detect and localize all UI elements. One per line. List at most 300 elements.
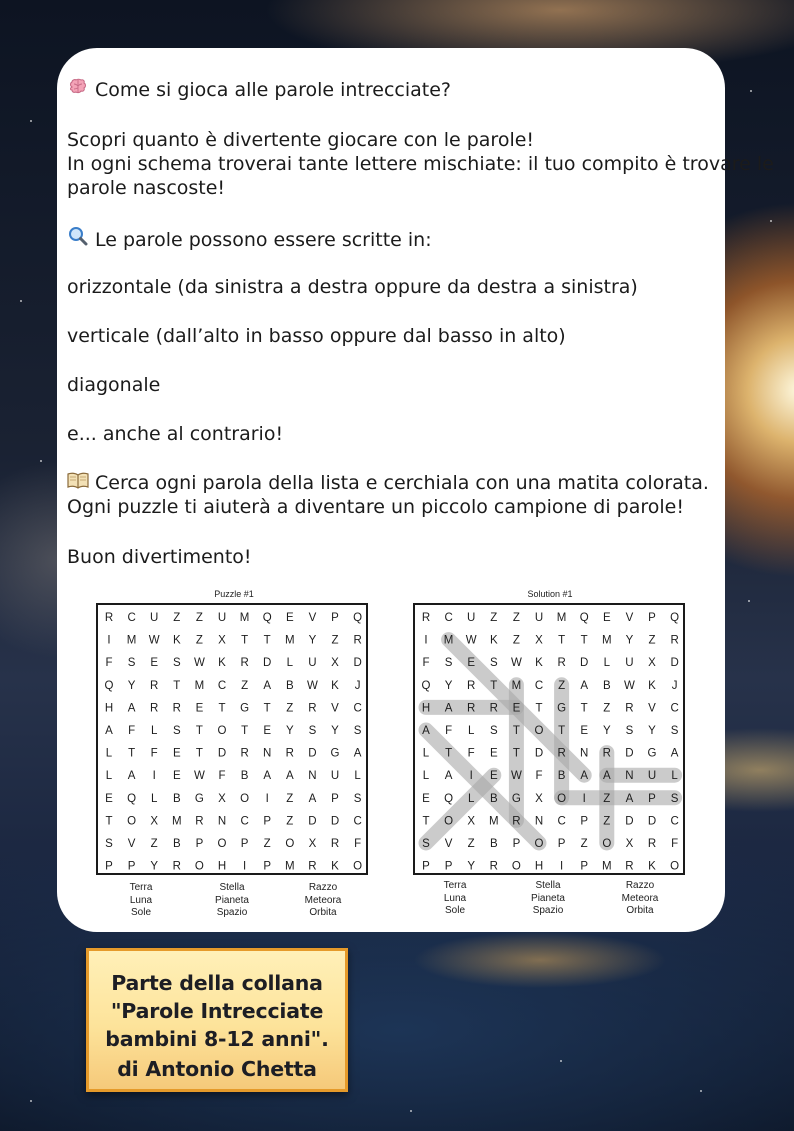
grid-letter: L xyxy=(671,770,678,783)
grid-letter: E xyxy=(285,612,294,624)
grid-letter: D xyxy=(353,657,362,670)
grid-letter: S xyxy=(489,725,498,737)
grid-letter: P xyxy=(648,612,656,624)
grid-letter: W xyxy=(623,679,635,692)
grid-letter: P xyxy=(580,860,589,873)
word-column-3 xyxy=(278,882,368,920)
grid-letter: Y xyxy=(467,860,476,873)
grid-letter: E xyxy=(467,657,476,670)
grid-letter: Y xyxy=(625,634,634,647)
grid-letter: U xyxy=(625,657,634,670)
brain-icon xyxy=(67,78,89,102)
grid-letter: B xyxy=(557,770,566,783)
word-item: Stella xyxy=(219,882,245,893)
grid-letter: P xyxy=(580,815,589,828)
grid-letter: V xyxy=(331,702,339,715)
grid-letter: P xyxy=(557,838,566,850)
grid-letter: S xyxy=(625,725,634,737)
grid-letter: K xyxy=(331,860,339,873)
grid-letter: A xyxy=(127,770,136,783)
word-column-3 xyxy=(595,880,685,918)
grid-letter: F xyxy=(671,838,679,850)
grid-letter: C xyxy=(670,702,679,715)
grid-letter: L xyxy=(286,657,294,670)
grid-letter: D xyxy=(308,747,317,760)
grid-letter: Z xyxy=(263,838,271,850)
grid-letter: L xyxy=(467,725,475,737)
grid-letter: Q xyxy=(670,612,680,624)
grid-letter: Q xyxy=(127,792,137,805)
grid-letter: T xyxy=(445,747,453,760)
grid-letter: F xyxy=(422,657,430,670)
grid-letter: R xyxy=(625,702,634,715)
grid-letter: A xyxy=(444,770,453,783)
grid-letter: G xyxy=(330,747,340,760)
grid-letter: A xyxy=(670,747,679,760)
grid-letter: N xyxy=(580,747,589,760)
grid-letter: S xyxy=(127,657,136,670)
grid-letter: I xyxy=(265,792,269,805)
grid-letter: O xyxy=(534,725,544,737)
word-column-2 xyxy=(187,882,277,920)
grid-letter: E xyxy=(195,702,204,715)
grid-letter: T xyxy=(558,725,566,737)
grid-letter: Z xyxy=(241,679,249,692)
grid-letter: L xyxy=(422,770,430,783)
grid-letter: E xyxy=(512,702,521,715)
solution-grid xyxy=(413,603,685,875)
grid-letter: S xyxy=(353,792,362,805)
grid-letter: H xyxy=(421,702,431,715)
grid-letter: A xyxy=(263,770,272,783)
grid-letter: A xyxy=(580,770,589,783)
grid-letter: R xyxy=(647,838,657,850)
grid-letter: D xyxy=(330,815,340,828)
grid-letter: M xyxy=(172,815,182,828)
grid-letter: Z xyxy=(467,838,475,850)
grid-letter: M xyxy=(285,860,295,873)
grid-letter: P xyxy=(512,838,521,850)
grid-letter: P xyxy=(263,860,272,873)
grid-letter: B xyxy=(489,792,498,805)
grid-letter: T xyxy=(128,747,136,760)
direction-horizontal: orizzontale (da sinistra a destra oppure da destra a sinistra) xyxy=(67,276,638,298)
grid-letter: Q xyxy=(353,612,363,624)
word-item: Razzo xyxy=(625,880,655,891)
grid-letter: R xyxy=(557,747,566,760)
grid-letter: C xyxy=(353,702,362,715)
tip-line-2: Ogni puzzle ti aiuterà a diventare un piccolo campione di parole! xyxy=(67,496,684,518)
grid-letter: I xyxy=(559,860,564,873)
tip-line-1-text: Cerca ogni parola della lista e cerchiala con una matita colorata. xyxy=(95,472,709,494)
grid-letter: V xyxy=(625,612,634,624)
word-item: Terra xyxy=(443,880,467,891)
grid-letter: R xyxy=(240,747,249,760)
grid-letter: O xyxy=(285,838,295,850)
grid-letter: Y xyxy=(308,634,317,647)
grid-letter: L xyxy=(422,747,430,760)
grid-letter: Z xyxy=(603,815,611,828)
grid-letter: O xyxy=(217,838,227,850)
grid-letter: A xyxy=(625,792,634,805)
grid-letter: F xyxy=(105,657,113,670)
closing-text: Buon divertimento! xyxy=(67,546,252,568)
grid-letter: R xyxy=(308,860,317,873)
grid-letter: T xyxy=(580,702,588,715)
grid-letter: O xyxy=(557,792,567,805)
grid-letter: B xyxy=(285,679,294,692)
grid-letter: P xyxy=(105,860,113,873)
grid-letter: X xyxy=(218,792,226,805)
grid-letter: R xyxy=(489,702,498,715)
grid-letter: G xyxy=(511,792,521,805)
word-item: Luna xyxy=(129,894,153,906)
grid-letter: D xyxy=(263,657,272,670)
grid-letter: Q xyxy=(104,679,114,692)
grid-letter: Z xyxy=(603,702,611,715)
grid-letter: Z xyxy=(580,838,588,850)
grid-letter: J xyxy=(354,679,361,692)
grid-letter: A xyxy=(263,679,272,692)
grid-letter: G xyxy=(647,747,657,760)
grid-letter: S xyxy=(172,725,181,737)
grid-letter: T xyxy=(490,679,498,692)
grid-letter: T xyxy=(512,747,520,760)
grid-letter: K xyxy=(172,634,181,647)
grid-letter: M xyxy=(126,634,137,647)
heading xyxy=(67,78,451,102)
grid-letter: Z xyxy=(173,612,181,624)
grid-letter: D xyxy=(308,815,317,828)
grid-letter: B xyxy=(172,792,181,805)
grid-letter: L xyxy=(354,770,361,783)
grid-letter: A xyxy=(308,792,317,805)
grid-letter: H xyxy=(217,860,227,873)
word-item: Pianeta xyxy=(531,892,565,904)
directions-heading xyxy=(67,226,432,252)
grid-letter: S xyxy=(353,725,362,737)
word-item: Sole xyxy=(130,907,151,918)
grid-letter: P xyxy=(240,838,249,850)
grid-letter: A xyxy=(353,747,362,760)
grid-letter: T xyxy=(105,815,113,828)
grid-letter: A xyxy=(444,702,453,715)
grid-letter: T xyxy=(512,725,520,737)
tip-line-1 xyxy=(67,471,709,495)
word-item: Stella xyxy=(535,880,561,891)
grid-letter: U xyxy=(467,612,476,624)
grid-letter: R xyxy=(467,679,476,692)
grid-letter: M xyxy=(602,634,612,647)
puzzle-title: Puzzle #1 xyxy=(214,589,254,599)
grid-letter: E xyxy=(150,657,159,670)
grid-letter: F xyxy=(467,747,475,760)
grid-letter: R xyxy=(104,612,114,624)
grid-letter: S xyxy=(172,657,181,670)
grid-letter: W xyxy=(193,770,205,783)
grid-letter: G xyxy=(557,702,567,715)
grid-letter: U xyxy=(647,770,657,783)
grid-letter: Q xyxy=(579,612,589,624)
grid-letter: R xyxy=(285,747,294,760)
grid-letter: R xyxy=(172,860,181,873)
grid-letter: A xyxy=(602,770,611,783)
grid-letter: P xyxy=(422,860,430,873)
grid-letter: K xyxy=(648,860,656,873)
grid-letter: N xyxy=(308,770,317,783)
grid-letter: H xyxy=(104,702,114,715)
word-column-1 xyxy=(96,882,186,920)
grid-letter: B xyxy=(602,679,611,692)
word-column-1 xyxy=(410,880,500,918)
grid-letter: D xyxy=(217,747,227,760)
grid-letter: K xyxy=(218,657,226,670)
grid-letter: S xyxy=(444,657,453,670)
grid-letter: P xyxy=(444,860,453,873)
grid-letter: F xyxy=(218,770,226,783)
grid-letter: Z xyxy=(286,792,294,805)
grid-letter: V xyxy=(127,838,136,850)
grid-letter: N xyxy=(625,770,634,783)
grid-letter: U xyxy=(150,612,159,624)
grid-letter: E xyxy=(489,770,498,783)
grid-letter: Z xyxy=(512,634,520,647)
grid-letter: L xyxy=(105,770,113,783)
grid-letter: D xyxy=(580,657,589,670)
grid-letter: X xyxy=(218,634,226,647)
grid-letter: N xyxy=(263,747,272,760)
grid-letter: Y xyxy=(648,725,656,737)
grid-letter: K xyxy=(648,679,656,692)
grid-letter: S xyxy=(105,838,113,850)
grid-letter: E xyxy=(602,612,611,624)
grid-letter: Q xyxy=(444,792,454,805)
grid-letter: C xyxy=(127,612,136,624)
grid-letter: T xyxy=(580,634,588,647)
heading-text: Come si gioca alle parole intrecciate? xyxy=(95,79,451,101)
grid-letter: L xyxy=(150,725,158,737)
grid-letter: M xyxy=(443,634,454,647)
grid-letter: C xyxy=(557,815,566,828)
grid-letter: S xyxy=(308,725,317,737)
grid-letter: B xyxy=(172,838,181,850)
grid-letter: C xyxy=(670,815,679,828)
grid-letter: M xyxy=(239,612,250,624)
grid-letter: O xyxy=(240,792,250,805)
grid-letter: Z xyxy=(286,702,294,715)
grid-letter: C xyxy=(444,612,453,624)
word-item: Meteora xyxy=(304,894,342,906)
grid-letter: P xyxy=(331,792,339,805)
grid-letter: O xyxy=(602,838,612,850)
grid-letter: L xyxy=(603,657,611,670)
grid-letter: O xyxy=(534,838,544,850)
grid-letter: N xyxy=(534,815,544,828)
grid-letter: V xyxy=(308,612,317,624)
grid-letter: R xyxy=(489,860,498,873)
grid-letter: F xyxy=(354,838,362,850)
grid-letter: C xyxy=(353,815,362,828)
grid-letter: D xyxy=(670,657,679,670)
puzzle-grid xyxy=(96,603,368,875)
grid-letter: I xyxy=(469,770,473,783)
grid-letter: R xyxy=(172,702,181,715)
grid-letter: O xyxy=(127,815,137,828)
grid-letter: F xyxy=(445,725,453,737)
grid-letter: K xyxy=(489,634,498,647)
grid-letter: S xyxy=(670,792,679,805)
grid-letter: T xyxy=(241,634,249,647)
book-icon xyxy=(67,471,89,495)
grid-letter: Z xyxy=(603,792,611,805)
grid-letter: X xyxy=(648,657,656,670)
direction-reverse: e... anche al contrario! xyxy=(67,423,284,445)
grid-letter: G xyxy=(240,702,250,715)
grid-letter: T xyxy=(195,747,203,760)
word-item: Orbita xyxy=(626,905,654,916)
grid-letter: Q xyxy=(262,612,272,624)
grid-letter: R xyxy=(330,838,340,850)
grid-letter: U xyxy=(217,612,227,624)
grid-letter: G xyxy=(194,792,204,805)
grid-letter: I xyxy=(107,634,111,647)
grid-letter: O xyxy=(511,860,521,873)
grid-letter: P xyxy=(331,612,339,624)
grid-letter: T xyxy=(263,634,271,647)
word-item: Terra xyxy=(129,882,153,893)
grid-letter: D xyxy=(625,747,634,760)
grid-letter: K xyxy=(331,679,339,692)
grid-letter: S xyxy=(422,838,430,850)
grid-letter: I xyxy=(424,634,428,647)
word-item: Orbita xyxy=(309,907,337,918)
paragraph-1: Scopri quanto è divertente giocare con le parole! xyxy=(67,129,535,151)
grid-letter: C xyxy=(217,679,227,692)
grid-letter: O xyxy=(194,860,204,873)
grid-letter: E xyxy=(263,725,272,737)
word-item: Razzo xyxy=(308,882,338,893)
grid-letter: X xyxy=(308,838,317,850)
grid-letter: E xyxy=(105,792,113,805)
word-item: Meteora xyxy=(621,892,659,904)
grid-letter: R xyxy=(512,815,521,828)
banner-line-3: bambini 8-12 anni". xyxy=(105,1027,329,1051)
paragraph-2a: In ogni schema troverai tante lettere mischiate: il tuo compito è trovare le xyxy=(67,153,774,175)
word-item: Spazio xyxy=(532,905,564,916)
grid-letter: Z xyxy=(195,634,203,647)
grid-letter: T xyxy=(422,815,430,828)
grid-letter: S xyxy=(670,725,679,737)
grid-letter: P xyxy=(195,838,204,850)
grid-letter: A xyxy=(422,725,430,737)
word-item: Luna xyxy=(443,892,467,904)
grid-letter: T xyxy=(173,679,181,692)
grid-letter: R xyxy=(150,679,159,692)
paragraph-2b: parole nascoste! xyxy=(67,177,226,199)
grid-letter: X xyxy=(467,815,476,828)
grid-letter: M xyxy=(489,815,499,828)
grid-letter: N xyxy=(217,815,227,828)
word-item: Spazio xyxy=(216,907,248,918)
grid-letter: Y xyxy=(127,679,136,692)
series-banner xyxy=(86,948,348,1092)
grid-letter: D xyxy=(625,815,634,828)
grid-letter: R xyxy=(353,634,362,647)
grid-letter: X xyxy=(625,838,634,850)
grid-letter: C xyxy=(534,679,544,692)
grid-letter: E xyxy=(422,792,430,805)
banner-line-2: "Parole Intrecciate xyxy=(110,999,324,1023)
grid-letter: U xyxy=(308,657,317,670)
grid-letter: M xyxy=(556,612,567,624)
grid-letter: O xyxy=(353,860,363,873)
grid-letter: H xyxy=(534,860,544,873)
grid-letter: Y xyxy=(444,679,453,692)
grid-letter: P xyxy=(648,792,656,805)
grid-letter: R xyxy=(308,702,317,715)
grid-letter: A xyxy=(285,770,294,783)
grid-letter: Z xyxy=(648,634,656,647)
grid-letter: Y xyxy=(150,860,159,873)
grid-letter: R xyxy=(467,702,476,715)
grid-letter: W xyxy=(148,634,160,647)
grid-letter: J xyxy=(671,679,678,692)
grid-letter: F xyxy=(535,770,543,783)
grid-letter: Y xyxy=(602,725,611,737)
grid-letter: W xyxy=(465,634,477,647)
direction-diagonal: diagonale xyxy=(67,374,161,396)
grid-letter: T xyxy=(241,725,249,737)
grid-letter: E xyxy=(172,747,181,760)
grid-letter: E xyxy=(489,747,498,760)
grid-letter: V xyxy=(648,702,656,715)
grid-letter: M xyxy=(602,860,612,873)
grid-letter: C xyxy=(240,815,249,828)
grid-letter: W xyxy=(193,657,205,670)
grid-letter: R xyxy=(421,612,431,624)
grid-letter: O xyxy=(670,860,680,873)
solution-title: Solution #1 xyxy=(527,589,573,599)
grid-letter: W xyxy=(510,657,522,670)
direction-vertical: verticale (dall’alto in basso oppure dal basso in alto) xyxy=(67,325,566,347)
word-item: Sole xyxy=(444,905,465,916)
grid-letter: M xyxy=(194,679,205,692)
grid-letter: V xyxy=(444,838,453,850)
grid-letter: B xyxy=(240,770,249,783)
grid-letter: X xyxy=(331,657,339,670)
grid-letter: I xyxy=(242,860,247,873)
grid-letter: F xyxy=(150,747,158,760)
grid-letter: Z xyxy=(150,838,158,850)
grid-letter: O xyxy=(444,815,454,828)
grid-letter: P xyxy=(263,815,272,828)
grid-letter: A xyxy=(127,702,136,715)
grid-letter: A xyxy=(580,679,589,692)
grid-letter: X xyxy=(535,634,543,647)
grid-letter: R xyxy=(150,702,159,715)
grid-letter: W xyxy=(306,679,318,692)
grid-letter: L xyxy=(467,792,475,805)
grid-letter: O xyxy=(217,725,227,737)
grid-letter: U xyxy=(534,612,544,624)
grid-letter: K xyxy=(535,657,543,670)
grid-letter: X xyxy=(150,815,159,828)
grid-letter: A xyxy=(105,725,113,737)
grid-letter: T xyxy=(263,702,271,715)
grid-letter: T xyxy=(558,634,566,647)
grid-letter: Z xyxy=(195,612,203,624)
grid-letter: W xyxy=(510,770,522,783)
